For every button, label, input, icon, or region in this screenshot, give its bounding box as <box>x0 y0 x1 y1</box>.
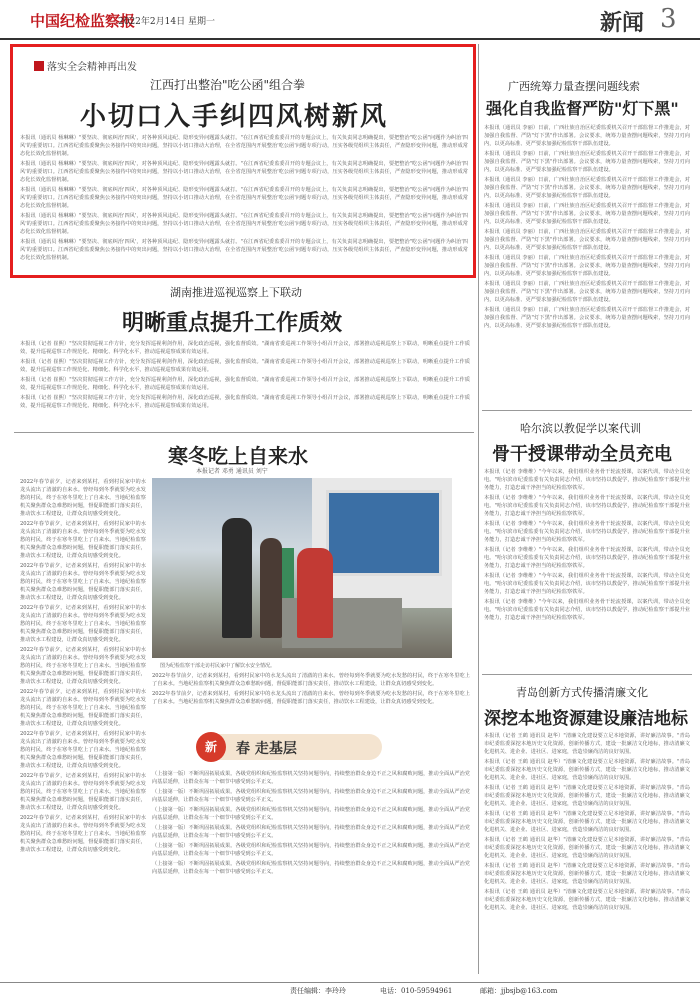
footer-email: 邮箱：jjbsjb@163.com <box>480 987 558 995</box>
water-body-left: 2022年春节前夕，记者来到某村，看到村民家中的水龙头流出了清澈的自来水。曾经每到冬季就要为吃水发愁的村民，终于在寒冬里吃上了自来水。当地纪检监察机关聚焦群众急难愁盼问题，督促职能部门落实责任，推动饮水工程建设，让群众真切感受到变化。 2022年春节前夕，记者来到某村，看到村民家中的水龙头流出了清澈的自来水。曾经每到冬季就要为吃水发愁的村民，终于在寒冬里吃上了自来水。当地纪检监察机关聚焦群众急难愁盼问题，督促职能部门落实责任，推动饮水工程建设，让群众真切感受到变化。 2022年春节前夕，记者来到某村，看到村民家中的水龙头流出了清澈的自来水。曾经每到冬季就要为吃水发愁的村民，终于在寒冬里吃上了自来水。当地纪检监察机关聚焦群众急难愁盼问题，督促职能部门落实责任，推动饮水工程建设，让群众真切感受到变化。 2022年春节前夕，记者来到某村，看到村民家中的水龙头流出了清澈的自来水。曾经每到冬季就要为吃水发愁的村民，终于在寒冬里吃上了自来水。当地纪检监察机关聚焦群众急难愁盼问题，督促职能部门落实责任，推动饮水工程建设，让群众真切感受到变化。 2022年春节前夕，记者来到某村，看到村民家中的水龙头流出了清澈的自来水。曾经每到冬季就要为吃水发愁的村民，终于在寒冬里吃上了自来水。当地纪检监察机关聚焦群众急难愁盼问题，督促职能部门落实责任，推动饮水工程建设，让群众真切感受到变化。 2022年春节前夕，记者来到某村，看到村民家中的水龙头流出了清澈的自来水。曾经每到冬季就要为吃水发愁的村民，终于在寒冬里吃上了自来水。当地纪检监察机关聚焦群众急难愁盼问题，督促职能部门落实责任，推动饮水工程建设，让群众真切感受到变化。 2022年春节前夕，记者来到某村，看到村民家中的水龙头流出了清澈的自来水。曾经每到冬季就要为吃水发愁的村民，终于在寒冬里吃上了自来水。当地纪检监察机关聚焦群众急难愁盼问题，督促职能部门落实责任，推动饮水工程建设，让群众真切感受到变化。 2022年春节前夕，记者来到某村，看到村民家中的水龙头流出了清澈的自来水。曾经每到冬季就要为吃水发愁的村民，终于在寒冬里吃上了自来水。当地纪检监察机关聚焦群众急难愁盼问题，督促职能部门落实责任，推动饮水工程建设，让群众真切感受到变化。 2022年春节前夕，记者来到某村，看到村民家中的水龙头流出了清澈的自来水。曾经每到冬季就要为吃水发愁的村民，终于在寒冬里吃上了自来水。当地纪检监察机关聚焦群众急难愁盼问题，督促职能部门落实责任，推动饮水工程建设，让群众真切感受到变化。 <box>20 479 146 853</box>
lead-body: 本报讯（通讯员 杨琳琳）"要坚决、彻底纠治'四风'，对各种顶风违纪、隐形变异问题露头就打。"在江西省纪委监委召开的专题会议上，有关负责同志明确提出，要把整治"吃公函"问题作为纠治'四风'的重要切口。江西省纪委监委聚焦公务接待中的突出问题，坚持以小切口推动大治理，在全省范围内开展整治'吃公函'问题专项行动，压实各级党组织主体责任，严查隐形变异问题，推动形成常态化长效化监督机制。 本报讯（通讯员 杨琳琳）"要坚决、彻底纠治'四风'，对各种顶风违纪、隐形变异问题露头就打。"在江西省纪委监委召开的专题会议上，有关负责同志明确提出，要把整治"吃公函"问题作为纠治'四风'的重要切口。江西省纪委监委聚焦公务接待中的突出问题，坚持以小切口推动大治理，在全省范围内开展整治'吃公函'问题专项行动，压实各级党组织主体责任，严查隐形变异问题，推动形成常态化长效化监督机制。 本报讯（通讯员 杨琳琳）"要坚决、彻底纠治'四风'，对各种顶风违纪、隐形变异问题露头就打。"在江西省纪委监委召开的专题会议上，有关负责同志明确提出，要把整治"吃公函"问题作为纠治'四风'的重要切口。江西省纪委监委聚焦公务接待中的突出问题，坚持以小切口推动大治理，在全省范围内开展整治'吃公函'问题专项行动，压实各级党组织主体责任，严查隐形变异问题，推动形成常态化长效化监督机制。 本报讯（通讯员 杨琳琳）"要坚决、彻底纠治'四风'，对各种顶风违纪、隐形变异问题露头就打。"在江西省纪委监委召开的专题会议上，有关负责同志明确提出，要把整治"吃公函"问题作为纠治'四风'的重要切口。江西省纪委监委聚焦公务接待中的突出问题，坚持以小切口推动大治理，在全省范围内开展整治'吃公函'问题专项行动，压实各级党组织主体责任，严查隐形变异问题，推动形成常态化长效化监督机制。 本报讯（通讯员 杨琳琳）"要坚决、彻底纠治'四风'，对各种顶风违纪、隐形变异问题露头就打。"在江西省纪委监委召开的专题会议上，有关负责同志明确提出，要把整治"吃公函"问题作为纠治'四风'的重要切口。江西省纪委监委聚焦公务接待中的突出问题，坚持以小切口推动大治理，在全省范围内开展整治'吃公函'问题专项行动，压实各级党组织主体责任，严查隐形变异问题，推动形成常态化长效化监督机制。 <box>20 135 468 261</box>
lead-title: 小切口入手纠四风树新风 <box>80 102 389 132</box>
water-title: 寒冬吃上自来水 <box>168 444 308 468</box>
water-body-mid: 2022年春节前夕，记者来到某村，看到村民家中的水龙头流出了清澈的自来水。曾经每到冬季就要为吃水发愁的村民，终于在寒冬里吃上了自来水。当地纪检监察机关聚焦群众急难愁盼问题，督促职能部门落实责任，推动饮水工程建设，让群众真切感受到变化。 2022年春节前夕，记者来到某村，看到村民家中的水龙头流出了清澈的自来水。曾经每到冬季就要为吃水发愁的村民，终于在寒冬里吃上了自来水。当地纪检监察机关聚焦群众急难愁盼问题，督促职能部门落实责任，推动饮水工程建设，让群众真切感受到变化。 <box>152 673 470 705</box>
hunan-body: 本报讯（记者 崔熙）"坚决贯彻巡视工作方针，充分发挥巡视利剑作用，深化政治巡视，强化监督质效。"湖南省委巡视工作领导小组召开会议，部署推动巡视巡察上下联动，明晰重点提升工作质效，提升巡视巡察工作规范化、精细化、科学化水平，推动巡视巡察成果有效运用。 本报讯（记者 崔熙）"坚决贯彻巡视工作方针，充分发挥巡视利剑作用，深化政治巡视，强化监督质效。"湖南省委巡视工作领导小组召开会议，部署推动巡视巡察上下联动，明晰重点提升工作质效，提升巡视巡察工作规范化、精细化、科学化水平，推动巡视巡察成果有效运用。 本报讯（记者 崔熙）"坚决贯彻巡视工作方针，充分发挥巡视利剑作用，深化政治巡视，强化监督质效。"湖南省委巡视工作领导小组召开会议，部署推动巡视巡察上下联动，明晰重点提升工作质效，提升巡视巡察工作规范化、精细化、科学化水平，推动巡视巡察成果有效运用。 本报讯（记者 崔熙）"坚决贯彻巡视工作方针，充分发挥巡视利剑作用，深化政治巡视，强化监督质效。"湖南省委巡视工作领导小组召开会议，部署推动巡视巡察上下联动，明晰重点提升工作质效，提升巡视巡察工作规范化、精细化、科学化水平，推动巡视巡察成果有效运用。 <box>20 341 470 409</box>
harbin-kicker: 哈尔滨以教促学以案代训 <box>520 422 641 435</box>
lead-subtitle: 江西打出整治"吃公函"组合拳 <box>150 78 306 92</box>
water-byline: 本报记者 邓勇 通讯员 刘宁 <box>196 468 268 475</box>
harbin-body: 本报讯（记者 李维维）"今年以来，我们组织业务骨干轮流授课，以案代训，带动全员充电。"哈尔滨市纪委监委有关负责同志介绍，该市坚持以教促学，推动纪检监察干部提升业务能力，打造忠诚干净担当的纪检监察铁军。 本报讯（记者 李维维）"今年以来，我们组织业务骨干轮流授课，以案代训，带动全员充电。"哈尔滨市纪委监委有关负责同志介绍，该市坚持以教促学，推动纪检监察干部提升业务能力，打造忠诚干净担当的纪检监察铁军。 本报讯（记者 李维维）"今年以来，我们组织业务骨干轮流授课，以案代训，带动全员充电。"哈尔滨市纪委监委有关负责同志介绍，该市坚持以教促学，推动纪检监察干部提升业务能力，打造忠诚干净担当的纪检监察铁军。 本报讯（记者 李维维）"今年以来，我们组织业务骨干轮流授课，以案代训，带动全员充电。"哈尔滨市纪委监委有关负责同志介绍，该市坚持以教促学，推动纪检监察干部提升业务能力，打造忠诚干净担当的纪检监察铁军。 本报讯（记者 李维维）"今年以来，我们组织业务骨干轮流授课，以案代训，带动全员充电。"哈尔滨市纪委监委有关负责同志介绍，该市坚持以教促学，推动纪检监察干部提升业务能力，打造忠诚干净担当的纪检监察铁军。 本报讯（记者 李维维）"今年以来，我们组织业务骨干轮流授课，以案代训，带动全员充电。"哈尔滨市纪委监委有关负责同志介绍，该市坚持以教促学，推动纪检监察干部提升业务能力，打造忠诚干净担当的纪检监察铁军。 <box>484 469 690 621</box>
guangxi-kicker: 广西统筹力量查摆问题线索 <box>508 80 640 93</box>
issue-date: 2022年2月14日 星期一 <box>118 17 215 27</box>
guangxi-body: 本报讯（通讯员 李丽）日前，广西壮族自治区纪委监委机关召开干部监督工作推进会，对加强自我监督、严防"灯下黑"作出部署。会议要求，统筹力量查摆问题线索，坚持刀刃向内，以更高标准、更严要求加强纪检监察干部队伍建设。 本报讯（通讯员 李丽）日前，广西壮族自治区纪委监委机关召开干部监督工作推进会，对加强自我监督、严防"灯下黑"作出部署。会议要求，统筹力量查摆问题线索，坚持刀刃向内，以更高标准、更严要求加强纪检监察干部队伍建设。 本报讯（通讯员 李丽）日前，广西壮族自治区纪委监委机关召开干部监督工作推进会，对加强自我监督、严防"灯下黑"作出部署。会议要求，统筹力量查摆问题线索，坚持刀刃向内，以更高标准、更严要求加强纪检监察干部队伍建设。 本报讯（通讯员 李丽）日前，广西壮族自治区纪委监委机关召开干部监督工作推进会，对加强自我监督、严防"灯下黑"作出部署。会议要求，统筹力量查摆问题线索，坚持刀刃向内，以更高标准、更严要求加强纪检监察干部队伍建设。 本报讯（通讯员 李丽）日前，广西壮族自治区纪委监委机关召开干部监督工作推进会，对加强自我监督、严防"灯下黑"作出部署。会议要求，统筹力量查摆问题线索，坚持刀刃向内，以更高标准、更严要求加强纪检监察干部队伍建设。 本报讯（通讯员 李丽）日前，广西壮族自治区纪委监委机关召开干部监督工作推进会，对加强自我监督、严防"灯下黑"作出部署。会议要求，统筹力量查摆问题线索，坚持刀刃向内，以更高标准、更严要求加强纪检监察干部队伍建设。 本报讯（通讯员 李丽）日前，广西壮族自治区纪委监委机关召开干部监督工作推进会，对加强自我监督、严防"灯下黑"作出部署。会议要求，统筹力量查摆问题线索，坚持刀刃向内，以更高标准、更严要求加强纪检监察干部队伍建设。 本报讯（通讯员 李丽）日前，广西壮族自治区纪委监委机关召开干部监督工作推进会，对加强自我监督、严防"灯下黑"作出部署。会议要求，统筹力量查摆问题线索，坚持刀刃向内，以更高标准、更严要求加强纪检监察干部队伍建设。 <box>484 125 690 329</box>
footer-phone: 电话：010-59594961 <box>380 987 453 995</box>
divider <box>482 410 692 411</box>
newspaper-logo: 中国纪检监察报 <box>30 12 136 30</box>
footer <box>0 982 700 999</box>
bottom-body: （上接第一版）不断巩固拓展成果。各级党组织和纪检监察机关坚持问题导向，持续整治群众身边不正之风和腐败问题，推动全面从严治党向基层延伸，让群众在每一个细节中感受到公平正义。 （上接第一版）不断巩固拓展成果。各级党组织和纪检监察机关坚持问题导向，持续整治群众身边不正之风和腐败问题，推动全面从严治党向基层延伸，让群众在每一个细节中感受到公平正义。 （上接第一版）不断巩固拓展成果。各级党组织和纪检监察机关坚持问题导向，持续整治群众身边不正之风和腐败问题，推动全面从严治党向基层延伸，让群众在每一个细节中感受到公平正义。 （上接第一版）不断巩固拓展成果。各级党组织和纪检监察机关坚持问题导向，持续整治群众身边不正之风和腐败问题，推动全面从严治党向基层延伸，让群众在每一个细节中感受到公平正义。 （上接第一版）不断巩固拓展成果。各级党组织和纪检监察机关坚持问题导向，持续整治群众身边不正之风和腐败问题，推动全面从严治党向基层延伸，让群众在每一个细节中感受到公平正义。 （上接第一版）不断巩固拓展成果。各级党组织和纪检监察机关坚持问题导向，持续整治群众身边不正之风和腐败问题，推动全面从严治党向基层延伸，让群众在每一个细节中感受到公平正义。 <box>152 771 470 875</box>
column-divider <box>478 44 479 974</box>
guangxi-title: 强化自我监督严防"灯下黑" <box>486 99 679 118</box>
masthead <box>0 0 700 40</box>
footer-editor: 责任编辑：李玲玲 <box>290 987 346 995</box>
banner-badge: 新 <box>196 732 226 762</box>
harbin-title: 骨干授课带动全员充电 <box>492 444 672 465</box>
lead-kicker: 落实全会精神再出发 <box>34 58 137 73</box>
photo-caption: 图为纪检监察干部走访村民家中了解饮水安全情况。 <box>160 663 276 669</box>
section-title: 新闻 <box>600 10 645 36</box>
banner-text: 春 走基层 <box>236 741 297 757</box>
hunan-kicker: 湖南推进巡视巡察上下联动 <box>170 286 302 299</box>
flag-icon <box>34 61 44 71</box>
news-photo <box>152 478 452 658</box>
divider <box>14 432 474 433</box>
qingdao-title: 深挖本地资源建设廉洁地标 <box>484 709 688 729</box>
page-number: 3 <box>660 4 677 34</box>
divider <box>482 674 692 675</box>
qingdao-body: 本报讯（记者 王鹤 通讯员 赵华）"清廉文化建设要立足本地资源，讲好廉洁故事。"青岛市纪委监委深挖本地历史文化资源，创新传播方式，建设一批廉洁文化地标，推动清廉文化进机关、进企业、进社区、进家庭，营造崇廉尚洁的良好氛围。 本报讯（记者 王鹤 通讯员 赵华）"清廉文化建设要立足本地资源，讲好廉洁故事。"青岛市纪委监委深挖本地历史文化资源，创新传播方式，建设一批廉洁文化地标，推动清廉文化进机关、进企业、进社区、进家庭，营造崇廉尚洁的良好氛围。 本报讯（记者 王鹤 通讯员 赵华）"清廉文化建设要立足本地资源，讲好廉洁故事。"青岛市纪委监委深挖本地历史文化资源，创新传播方式，建设一批廉洁文化地标，推动清廉文化进机关、进企业、进社区、进家庭，营造崇廉尚洁的良好氛围。 本报讯（记者 王鹤 通讯员 赵华）"清廉文化建设要立足本地资源，讲好廉洁故事。"青岛市纪委监委深挖本地历史文化资源，创新传播方式，建设一批廉洁文化地标，推动清廉文化进机关、进企业、进社区、进家庭，营造崇廉尚洁的良好氛围。 本报讯（记者 王鹤 通讯员 赵华）"清廉文化建设要立足本地资源，讲好廉洁故事。"青岛市纪委监委深挖本地历史文化资源，创新传播方式，建设一批廉洁文化地标，推动清廉文化进机关、进企业、进社区、进家庭，营造崇廉尚洁的良好氛围。 本报讯（记者 王鹤 通讯员 赵华）"清廉文化建设要立足本地资源，讲好廉洁故事。"青岛市纪委监委深挖本地历史文化资源，创新传播方式，建设一批廉洁文化地标，推动清廉文化进机关、进企业、进社区、进家庭，营造崇廉尚洁的良好氛围。 本报讯（记者 王鹤 通讯员 赵华）"清廉文化建设要立足本地资源，讲好廉洁故事。"青岛市纪委监委深挖本地历史文化资源，创新传播方式，建设一批廉洁文化地标，推动清廉文化进机关、进企业、进社区、进家庭，营造崇廉尚洁的良好氛围。 <box>484 733 690 911</box>
hunan-title: 明晰重点提升工作质效 <box>122 310 343 336</box>
new-spring-banner <box>196 734 382 760</box>
qingdao-kicker: 青岛创新方式传播清廉文化 <box>516 686 648 699</box>
